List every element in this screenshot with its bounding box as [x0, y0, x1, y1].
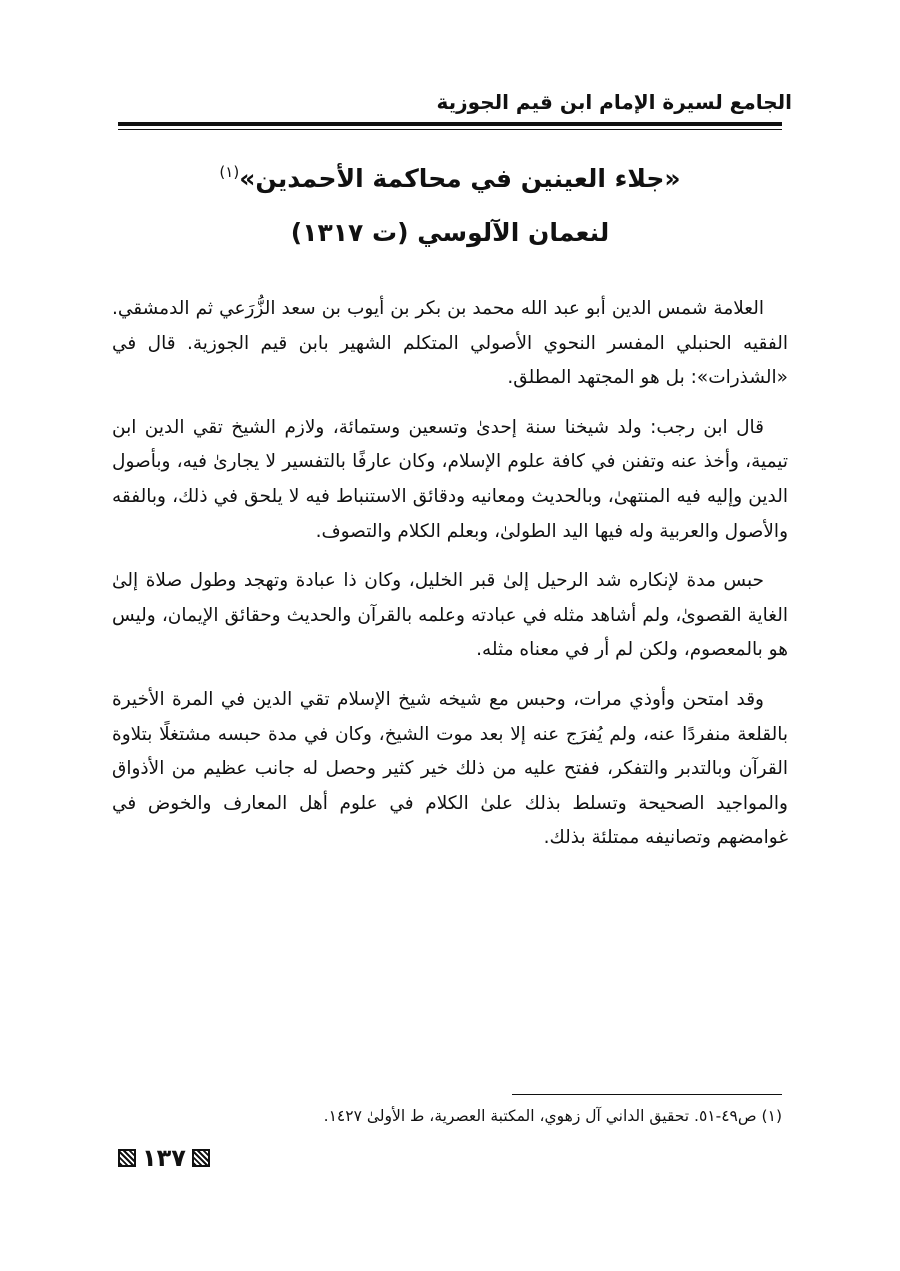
paragraph: حبس مدة لإنكاره شد الرحيل إلىٰ قبر الخليل، وكان ذا عبادة وتهجد وطول صلاة إلىٰ الغاية القصوىٰ، ولم أشاهد مثله في عبادته وعلمه بالقرآن والحديث وحقائق الإيمان، وليس هو بالمعصوم، ولكن لم أر في معناه مثله.	[112, 570, 788, 661]
header-rule	[118, 122, 782, 126]
running-header: الجامع لسيرة الإمام ابن قيم الجوزية	[436, 90, 792, 114]
page-number-text: ١٣٧	[142, 1144, 186, 1172]
paragraph: العلامة شمس الدين أبو عبد الله محمد بن بكر بن أيوب بن سعد الزُّرَعي ثم الدمشقي. الفقيه الحنبلي المفسر النحوي الأصولي المتكلم الشهير بابن قيم الجوزية. قال في «الشذرات»: بل هو المجتهد المطلق.	[112, 298, 788, 389]
footnote-rule	[512, 1094, 782, 1095]
chapter-title-text: «جلاء العينين في محاكمة الأحمدين»	[239, 164, 681, 193]
paragraph: قال ابن رجب: ولد شيخنا سنة إحدىٰ وتسعين وستمائة، ولازم الشيخ تقي الدين ابن تيمية، وأخذ عنه وتفنن في كافة علوم الإسلام، وكان عارفًا بالتفسير لا يجارىٰ فيه، وبأصول الدين وإليه فيه المنتهىٰ، وبالحديث ومعانيه ودقائق الاستنباط فيه لا يلحق في ذلك، وبالفقه والأصول والعربية وله فيها اليد الطولىٰ، وبعلم الكلام والتصوف.	[112, 416, 788, 542]
chapter-subtitle: لنعمان الآلوسي (ت ١٣١٧)	[290, 218, 610, 247]
paragraph: وقد امتحن وأوذي مرات، وحبس مع شيخه شيخ الإسلام تقي الدين في المرة الأخيرة بالقلعة منفردًا عنه، ولم يُفرَج عنه إلا بعد موت الشيخ، وكان في مدة حبسه مشتغلًا بتلاوة القرآن وبالتدبر والتفكر، ففتح عليه من ذلك خير كثير وحصل له جانب عظيم من الأذواق والمواجيد الصحيحة وتسلط بذلك علىٰ الكلام في علوم أهل المعارف والخوض في غوامضهم وتصانيفه ممتلئة بذلك.	[112, 688, 788, 849]
body-text	[112, 292, 788, 871]
header-rule-thin	[118, 129, 782, 130]
footnote-marker: (١)	[219, 163, 240, 181]
page-number	[118, 1144, 210, 1172]
ornament-icon	[192, 1149, 210, 1167]
chapter-title	[108, 152, 792, 199]
footnote: (١) ص٤٩-٥١. تحقيق الداني آل زهوي، المكتبة العصرية، ط الأولىٰ ١٤٢٧.	[323, 1107, 782, 1125]
ornament-icon	[118, 1149, 136, 1167]
